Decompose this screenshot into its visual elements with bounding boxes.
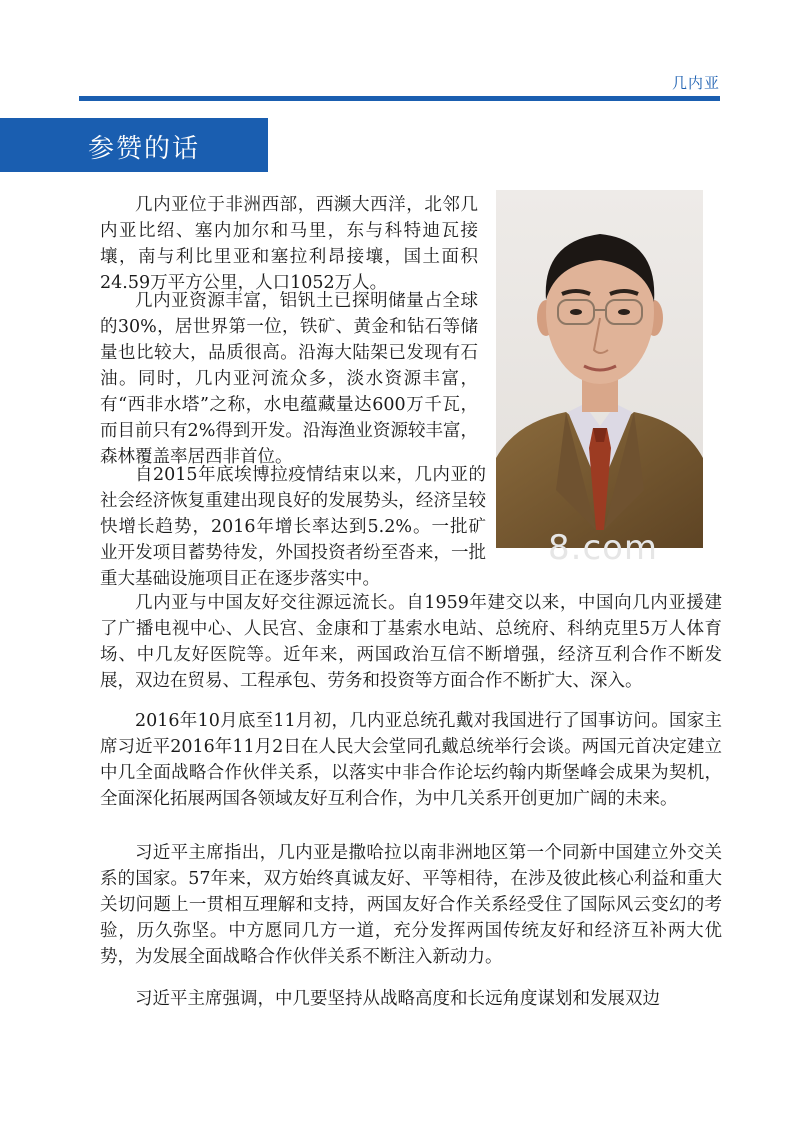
paragraph-relations: 几内亚与中国友好交往源远流长。自1959年建交以来，中国向几内亚援建了广播电视中心、人民宫、金康和丁基索水电站、总统府、科纳克里5万人体育场、中几友好医院等。近年来，两国政治互信不断增强，经济互利合作不断发展，双边在贸易、工程承包、劳务和投资等方面合作不断扩大、深入。 [100,593,722,691]
paragraph-state-visit: 2016年10月底至11月初，几内亚总统孔戴对我国进行了国事访问。国家主席习近平2016年11月2日在人民大会堂同孔戴总统举行会谈。两国元首决定建立中几全面战略合作伙伴关系，以落实中非合作论坛约翰内斯堡峰会成果为契机，全面深化拓展两国各领域友好互利合作，为中几关系开创更加广阔的未来。 [100,711,722,809]
paragraph-resources: 几内亚资源丰富，铝钒土已探明储量占全球的30%，居世界第一位，铁矿、黄金和钻石等储量也比较大，品质很高。沿海大陆架已发现有石油。同时，几内亚河流众多，淡水资源丰富，有“西非水塔”之称，水电蕴藏量达600万千瓦，而目前只有2%得到开发。沿海渔业资源较丰富，森林覆盖率居西非首位。 [100,291,478,467]
portrait-illustration [496,190,703,548]
section-title: 参赞的话 [88,134,201,164]
header-country-label: 几内亚 [671,74,720,92]
header-divider [79,96,720,101]
paragraph-xi-emphasis: 习近平主席强调，中几要坚持从战略高度和长远角度谋划和发展双边 [135,989,660,1009]
watermark: 8.com [548,528,659,568]
paragraph-economy: 自2015年底埃博拉疫情结束以来，几内亚的社会经济恢复重建出现良好的发展势头，经济呈较快增长趋势，2016年增长率达到5.2%。一批矿业开发项目蓄势待发，外国投资者纷至沓来，一批重大基础设施项目正在逐步落实中。 [100,465,486,589]
paragraph-xi-remarks: 习近平主席指出，几内亚是撒哈拉以南非洲地区第一个同新中国建立外交关系的国家。57年来，双方始终真诚友好、平等相待，在涉及彼此核心利益和重大关切问题上一贯相互理解和支持，两国友好合作关系经受住了国际风云变幻的考验，历久弥坚。中方愿同几方一道，充分发挥两国传统友好和经济互补两大优势，为发展全面战略合作伙伴关系不断注入新动力。 [100,843,722,967]
paragraph-geography: 几内亚位于非洲西部，西濒大西洋，北邻几内亚比绍、塞内加尔和马里，东与科特迪瓦接壤，南与利比里亚和塞拉利昂接壤，国土面积24.59万平方公里，人口1052万人。 [100,195,478,293]
portrait-photo [496,190,703,548]
